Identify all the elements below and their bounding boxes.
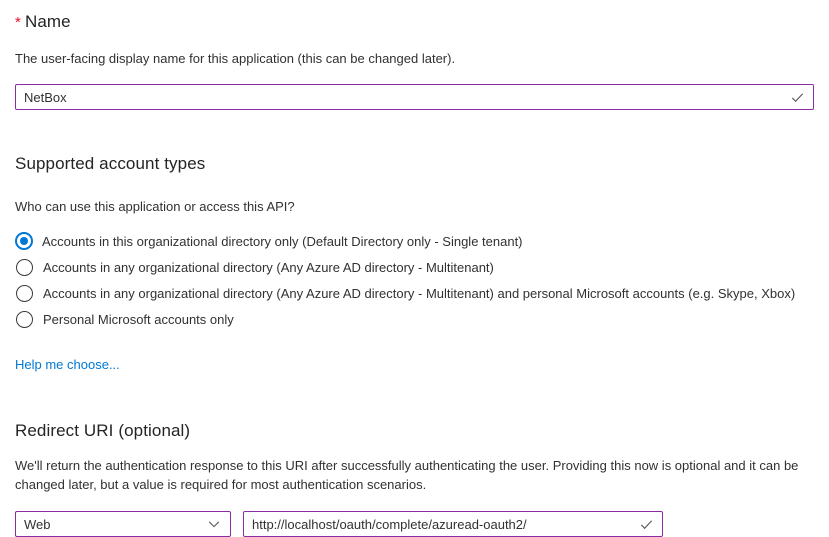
account-types-title: Supported account types [15,154,206,173]
redirect-uri-description: We'll return the authentication response to this URI after successfully authenticating the user. Providing this now is optional and it can be changed later, but a value is required for most authentication scenarios. [15,458,799,492]
redirect-uri-input[interactable] [244,512,638,536]
account-type-radio-label: Accounts in any organizational directory (Any Azure AD directory - Multitenant) and personal Microsoft accounts (e.g. Skype, Xbox) [43,285,796,301]
redirect-uri-section [15,421,814,537]
radio-button-icon[interactable] [16,259,33,276]
radio-button-icon[interactable] [15,232,33,250]
name-section-header [15,12,814,32]
platform-select[interactable] [15,511,231,537]
radio-button-icon[interactable] [16,311,33,328]
account-type-radio-label: Accounts in any organizational directory (Any Azure AD directory - Multitenant) [43,259,494,275]
account-types-section [15,154,814,374]
radio-button-icon[interactable] [16,285,33,302]
chevron-down-icon [206,516,222,532]
name-description: The user-facing display name for this application (this can be changed later). [15,51,456,66]
account-type-radio-option[interactable] [15,306,814,332]
platform-select-value: Web [24,516,51,532]
account-type-radio-label: Accounts in this organizational directory only (Default Directory only - Single tenant) [42,233,523,249]
checkmark-icon [638,516,654,532]
required-asterisk: * [15,14,21,31]
name-section-title: Name [24,12,71,31]
redirect-uri-field-container [243,511,663,537]
account-type-options [15,228,814,332]
account-type-radio-option[interactable] [15,280,814,306]
help-me-choose-link[interactable]: Help me choose... [15,357,120,372]
account-type-radio-label: Personal Microsoft accounts only [43,311,234,327]
app-name-input[interactable] [16,85,789,109]
checkmark-icon [789,89,805,105]
redirect-uri-row [15,511,814,537]
account-type-radio-option[interactable] [15,254,814,280]
account-type-radio-option[interactable] [15,228,814,254]
account-types-question: Who can use this application or access this API? [15,199,295,214]
app-name-field-container [15,84,814,110]
redirect-uri-title: Redirect URI (optional) [15,421,191,440]
